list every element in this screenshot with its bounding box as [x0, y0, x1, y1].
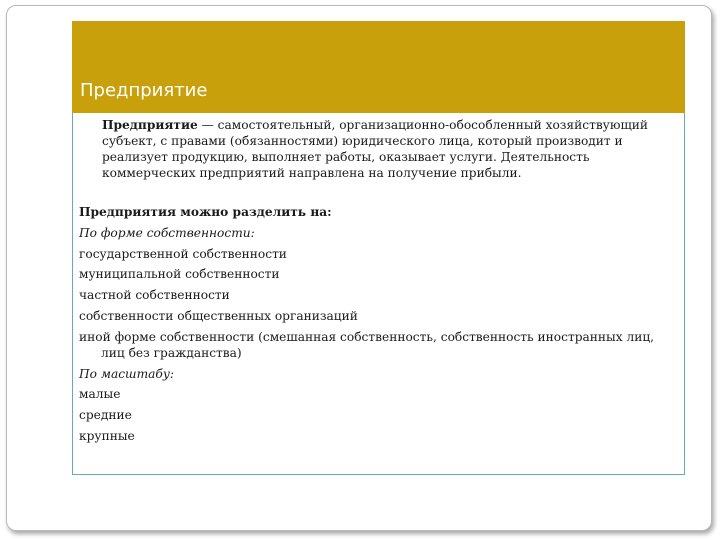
classification-list: [79, 204, 679, 449]
title-bar: [72, 21, 685, 113]
list-item-ownership: государственной собственности: [79, 246, 287, 261]
list-item-scale: крупные: [79, 428, 135, 443]
content-box: [72, 113, 685, 475]
list-item-ownership: муниципальной собственности: [79, 267, 280, 282]
list-item-ownership: иной форме собственности (смешанная собственность, собственность иностранных лиц, лиц без гражданства): [79, 329, 655, 360]
classification-heading: Предприятия можно разделить на:: [79, 205, 332, 219]
definition-text: — самостоятельный, организационно-обособленный хозяйствующий субъект, с правами (обязанностями) юридического лица, который производит и реализует продукцию, выполняет работы, оказывает услуги. Деятельность коммерческих предприятий направлена на получение прибыли.: [102, 118, 649, 180]
ownership-heading: По форме собственности:: [79, 225, 255, 240]
list-item-scale: малые: [79, 387, 121, 402]
list-item-ownership: частной собственности: [79, 288, 230, 303]
definition-paragraph: [102, 117, 662, 181]
list-item-scale: средние: [79, 408, 132, 423]
definition-term: Предприятие: [102, 118, 198, 132]
page-title: Предприятие: [80, 80, 208, 101]
scale-heading: По масштабу:: [79, 366, 175, 381]
list-item-ownership: собственности общественных организаций: [79, 308, 358, 323]
